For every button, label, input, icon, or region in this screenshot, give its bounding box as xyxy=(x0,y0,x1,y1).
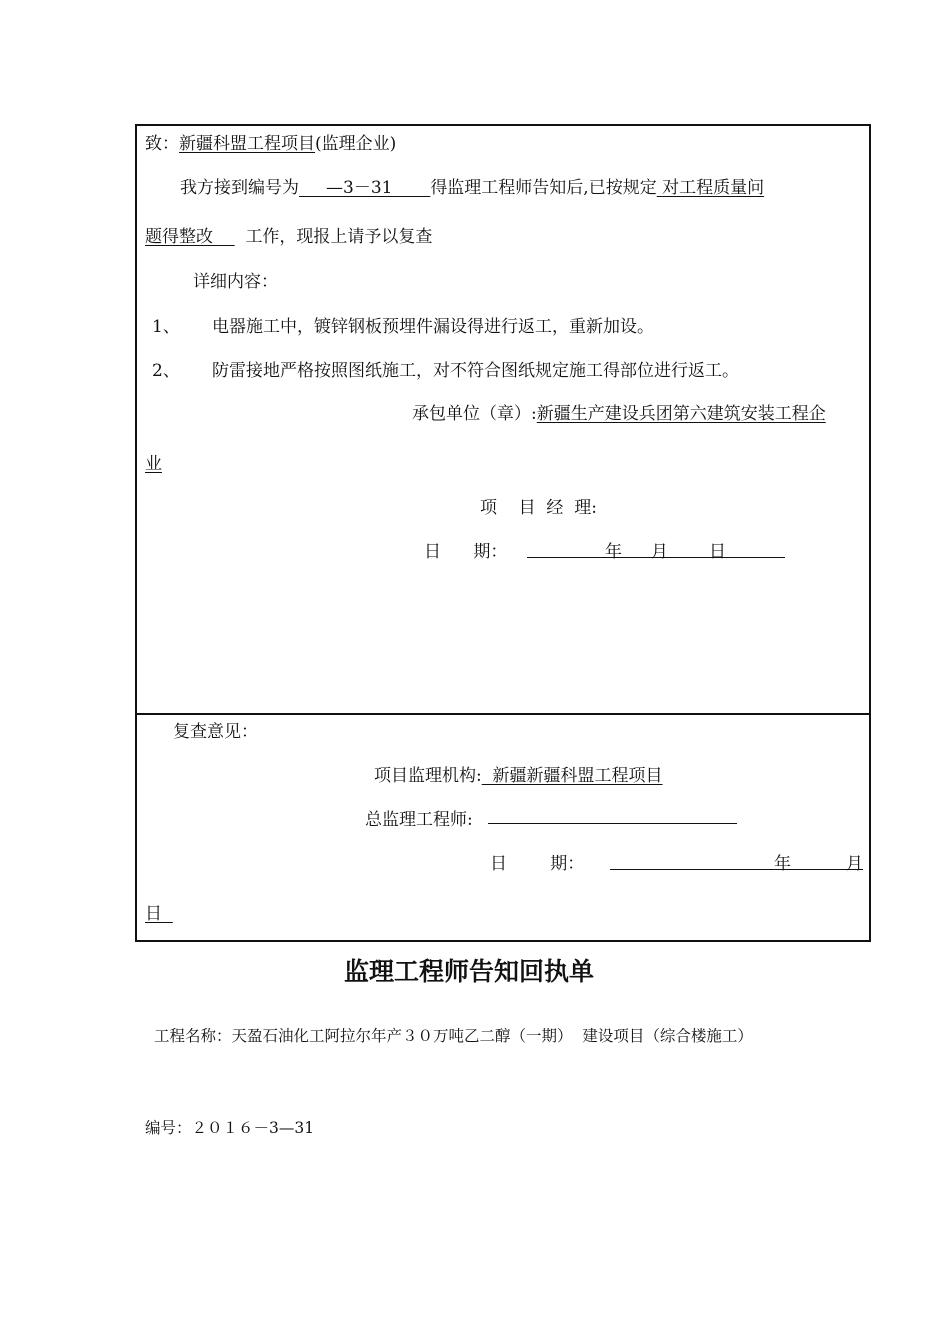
line1-prefix: 我方接到编号为 xyxy=(180,178,299,198)
supervision-org-label: 项目监理机构: xyxy=(374,766,482,786)
review-opinion-label: 复查意见： xyxy=(173,722,258,742)
chief-engineer-signature-field xyxy=(488,805,737,824)
supervision-org-name: 新疆新疆科盟工程项目 xyxy=(492,766,663,786)
task-part2: 题得整改 xyxy=(145,227,213,247)
item-2-text: 防雷接地严格按照图纸施工，对不符合图纸规定施工得部位进行返工。 xyxy=(212,361,739,381)
review-date-month: 月 xyxy=(846,854,863,874)
notice-number: —3－31 xyxy=(326,178,393,198)
item-1-text: 电器施工中，镀锌钢板预埋件漏设得进行返工，重新加设。 xyxy=(212,317,654,337)
notice-line-2 xyxy=(145,222,432,247)
supervision-org-line xyxy=(374,761,663,786)
notice-date-month: 月 xyxy=(651,542,668,562)
contractor-label: 承包单位（章）: xyxy=(412,404,537,424)
item-2-number: 2、 xyxy=(152,361,180,381)
task-part1: 对工程质量问 xyxy=(662,178,765,198)
notice-date-day: 日 xyxy=(709,542,726,562)
notice-date-label: 日 期： xyxy=(424,542,508,562)
review-date-year: 年 xyxy=(774,854,791,874)
addressee-name: 新疆科盟工程项目 xyxy=(179,134,315,154)
contractor-name-continued: 业 xyxy=(145,454,162,474)
receipt-title: 监理工程师告知回执单 xyxy=(344,957,595,986)
contractor-name: 新疆生产建设兵团第六建筑安装工程企 xyxy=(536,404,826,424)
notice-date-year: 年 xyxy=(605,542,622,562)
review-date-day: 日 xyxy=(145,904,162,924)
details-label: 详细内容： xyxy=(193,272,278,292)
notice-line-1 xyxy=(180,173,764,198)
receipt-number: 编号：２０１６－3—31 xyxy=(145,1119,315,1137)
addressee-line xyxy=(145,129,396,154)
review-date-field xyxy=(610,849,863,874)
project-manager-label: 项 目 经 理: xyxy=(480,498,597,518)
review-section xyxy=(135,713,871,942)
addressee-suffix: (监理企业) xyxy=(315,134,397,154)
project-name-line: 工程名称：天盈石油化工阿拉尔年产３０万吨乙二醇（一期） 建设项目（综合楼施工） xyxy=(154,1027,753,1045)
line1-mid: 得监理工程师告知后,已按规定 xyxy=(430,178,657,198)
contractor-line xyxy=(412,399,826,424)
line2-suffix: 工作，现报上请予以复查 xyxy=(245,227,433,247)
item-1-number: 1、 xyxy=(152,317,180,337)
addressee-label: 致： xyxy=(145,134,179,154)
review-date-label: 日 期： xyxy=(490,854,585,874)
chief-engineer-label: 总监理工程师: xyxy=(365,810,473,830)
notice-date-field xyxy=(527,537,785,562)
